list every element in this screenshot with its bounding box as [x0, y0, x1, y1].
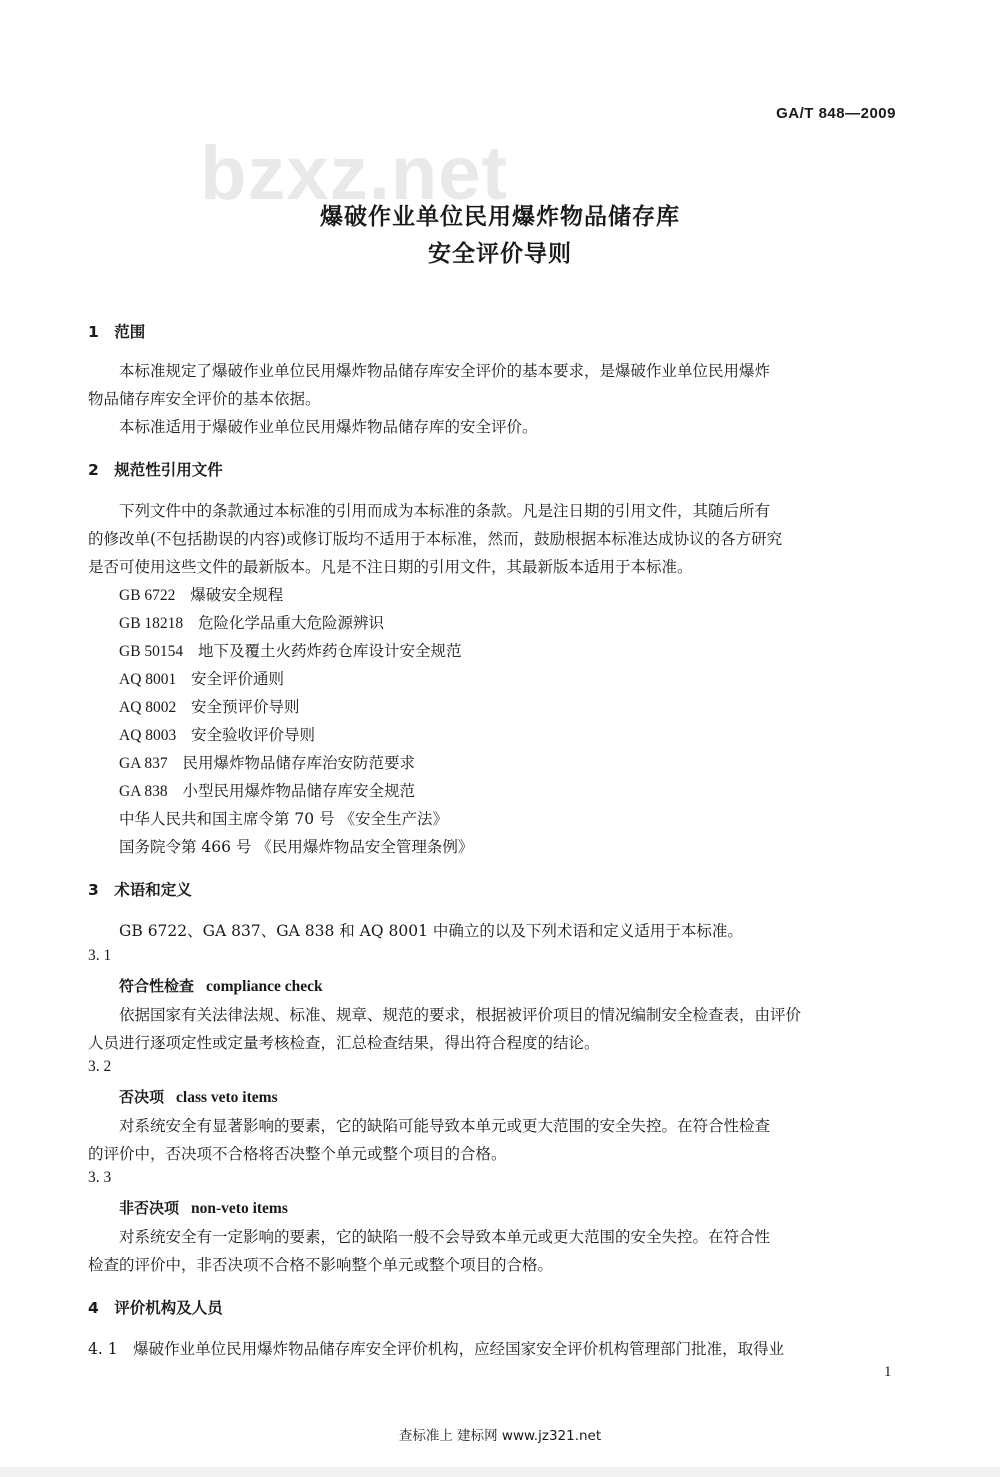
- document-title-line2: 安全评价导则: [428, 241, 572, 267]
- reference-item: [119, 639, 461, 661]
- term-definition-line-1: 对系统安全有显著影响的要素，它的缺陷可能导致本单元或更大范围的安全失控。在符合性检查: [119, 1117, 771, 1135]
- term-en: class veto items: [176, 1089, 278, 1106]
- term-number: 3. 1: [88, 947, 112, 964]
- footer-source: 查标准上 建标网 www.jz321.net: [398, 1428, 602, 1444]
- reference-item: [119, 779, 415, 801]
- term-heading: [119, 975, 323, 996]
- term-zh: 否决项: [119, 1088, 165, 1106]
- section-2-heading: 2 规范性引用文件: [88, 461, 223, 479]
- reference-title: 安全评价通则: [191, 670, 285, 688]
- term-definition-line-2: 人员进行逐项定性或定量考核检查，汇总检查结果，得出符合程度的结论。: [88, 1034, 600, 1052]
- reference-item: [119, 611, 384, 633]
- reference-code: AQ 8002: [119, 699, 177, 716]
- section-2-paragraph-line-2: 的修改单(不包括勘误的内容)或修订版均不适用于本标准，然而，鼓励根据本标准达成协议的各方研究: [88, 530, 783, 548]
- term-definition-line-2: 的评价中，否决项不合格将否决整个单元或整个项目的合格。: [88, 1145, 507, 1163]
- reference-law-1: 中华人民共和国主席令第 70 号 《安全生产法》: [119, 810, 449, 828]
- standard-code: GA/T 848—2009: [776, 105, 896, 122]
- section-2-paragraph-line-1: 下列文件中的条款通过本标准的引用而成为本标准的条款。凡是注日期的引用文件，其随后所有: [119, 502, 771, 520]
- reference-code: GB 18218: [119, 615, 184, 632]
- section-3-heading: 3 术语和定义: [88, 881, 192, 899]
- term-zh: 符合性检查: [119, 977, 195, 995]
- term-definition-line-2: 检查的评价中，非否决项不合格不影响整个单元或整个项目的合格。: [88, 1256, 554, 1274]
- term-zh: 非否决项: [119, 1199, 180, 1217]
- reference-title: 安全预评价导则: [191, 698, 300, 716]
- reference-title: 民用爆炸物品储存库治安防范要求: [182, 754, 415, 772]
- term-en: non-veto items: [191, 1200, 288, 1217]
- term-en: compliance check: [206, 978, 323, 995]
- reference-code: GA 838: [119, 783, 168, 800]
- term-number: 3. 3: [88, 1169, 112, 1186]
- section-1-paragraph-2: 本标准适用于爆破作业单位民用爆炸物品储存库的安全评价。: [119, 418, 538, 436]
- reference-law-2: 国务院令第 466 号 《民用爆炸物品安全管理条例》: [119, 838, 474, 856]
- reference-title: 爆破安全规程: [190, 586, 284, 604]
- reference-title: 小型民用爆炸物品储存库安全规范: [182, 782, 415, 800]
- bottom-divider: [0, 1467, 1000, 1477]
- section-3-intro: GB 6722、GA 837、GA 838 和 AQ 8001 中确立的以及下列术语和定义适用于本标准。: [119, 922, 743, 940]
- reference-code: GB 6722: [119, 587, 176, 604]
- reference-code: AQ 8003: [119, 727, 177, 744]
- section-4-heading: 4 评价机构及人员: [88, 1299, 223, 1317]
- section-2-paragraph-line-3: 是否可使用这些文件的最新版本。凡是不注日期的引用文件，其最新版本适用于本标准。: [88, 558, 693, 576]
- watermark: bzxz.net: [200, 131, 508, 216]
- term-number: 3. 2: [88, 1058, 112, 1075]
- reference-code: GB 50154: [119, 643, 184, 660]
- section-1-heading: 1 范围: [88, 323, 146, 341]
- reference-item: [119, 667, 284, 689]
- reference-item: [119, 723, 315, 745]
- page-number: 1: [884, 1364, 892, 1380]
- reference-title: 危险化学品重大危险源辨识: [197, 614, 384, 632]
- document-title-line1: 爆破作业单位民用爆炸物品储存库: [320, 204, 680, 230]
- section-1-paragraph-1-line-1: 本标准规定了爆破作业单位民用爆炸物品储存库安全评价的基本要求，是爆破作业单位民用爆炸: [119, 362, 771, 380]
- section-1-paragraph-1-line-2: 物品储存库安全评价的基本依据。: [88, 390, 321, 408]
- reference-item: [119, 751, 415, 773]
- term-heading: [119, 1086, 278, 1107]
- section-4-1-paragraph: 4. 1 爆破作业单位民用爆炸物品储存库安全评价机构，应经国家安全评价机构管理部门批准，取得业: [88, 1340, 785, 1358]
- reference-title: 地下及覆土火药炸药仓库设计安全规范: [197, 642, 462, 660]
- term-heading: [119, 1197, 288, 1218]
- reference-item: [119, 695, 300, 717]
- reference-item: [119, 583, 283, 605]
- reference-code: GA 837: [119, 755, 168, 772]
- term-definition-line-1: 对系统安全有一定影响的要素，它的缺陷一般不会导致本单元或更大范围的安全失控。在符合性: [119, 1228, 771, 1246]
- term-definition-line-1: 依据国家有关法律法规、标准、规章、规范的要求，根据被评价项目的情况编制安全检查表，由评价: [119, 1006, 802, 1024]
- reference-title: 安全验收评价导则: [191, 726, 316, 744]
- reference-code: AQ 8001: [119, 671, 177, 688]
